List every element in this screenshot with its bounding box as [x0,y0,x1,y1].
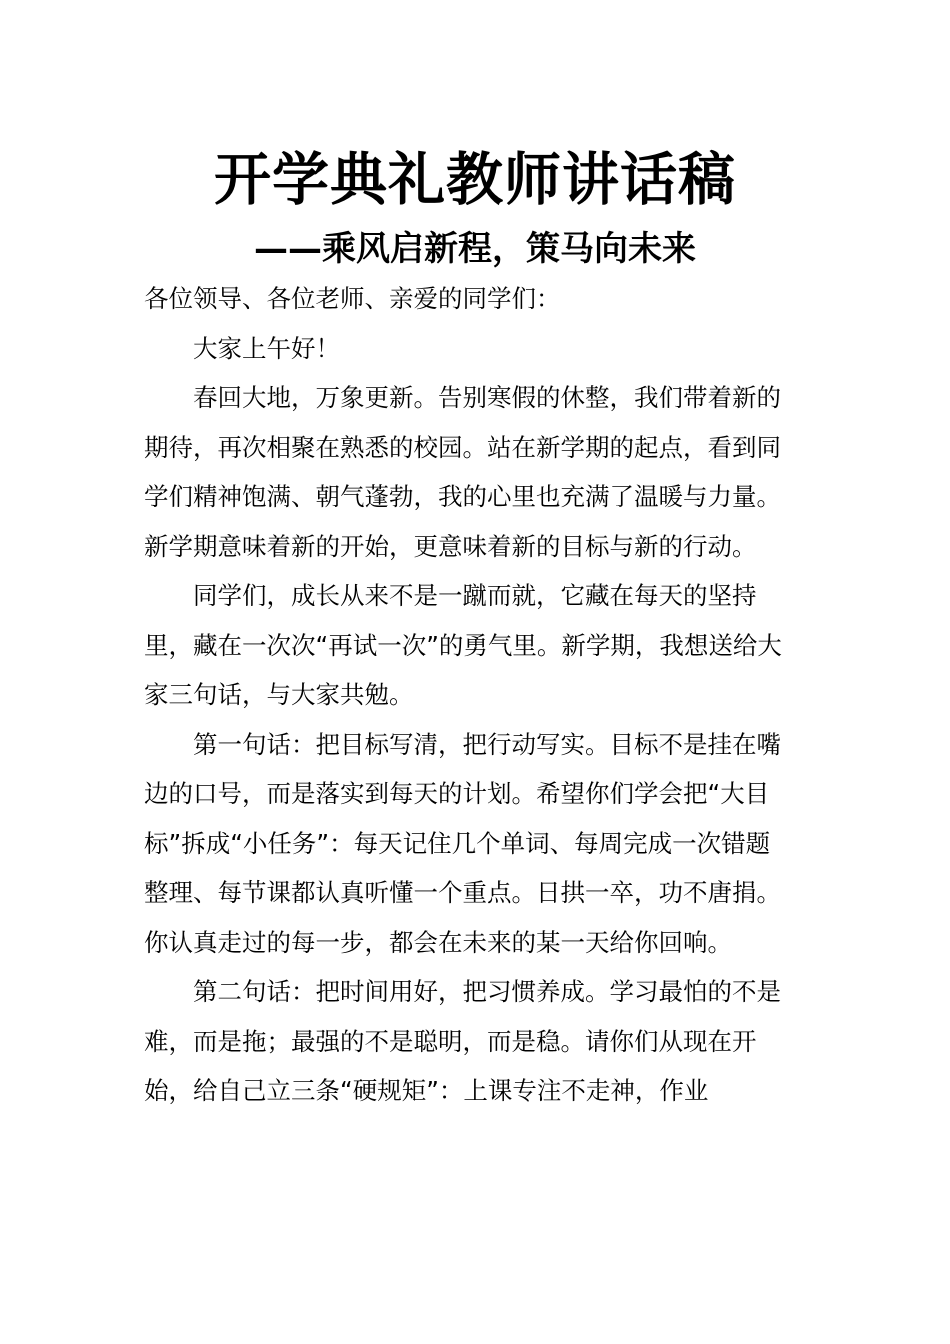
document-title: 开学典礼教师讲话稿 [214,147,736,213]
document-body [144,274,787,1116]
paragraph-opening: 春回大地，万象更新。告别寒假的休整，我们带着新的期待，再次相聚在熟悉的校园。站在新学期的起点，看到同学们精神饱满、朝气蓬勃，我的心里也充满了温暖与力量。新学期意味着新的开始，更意味着新的目标与新的行动。 [144,383,781,561]
paragraph-first-point: 第一句话：把目标写清，把行动写实。目标不是挂在嘴边的口号，而是落实到每天的计划。希望你们学会把“大目标”拆成“小任务”：每天记住几个单词、每周完成一次错题整理、每节课都认真听懂一个重点。日拱一卒，功不唐捐。你认真走过的每一步，都会在未来的某一天给你回响。 [144,729,781,957]
paragraph-second-point: 第二句话：把时间用好，把习惯养成。学习最怕的不是难，而是拖；最强的不是聪明，而是稳。请你们从现在开始，给自己立三条“硬规矩”：上课专注不走神，作业 [144,977,781,1105]
paragraph-greeting: 大家上午好！ [193,333,340,363]
paragraph-introduction: 同学们，成长从来不是一蹴而就，它藏在每天的坚持里，藏在一次次“再试一次”的勇气里。新学期，我想送给大家三句话，与大家共勉。 [144,581,782,709]
document-subtitle: ——乘风启新程，策马向未来 [254,229,696,269]
salutation: 各位领导、各位老师、亲爱的同学们： [144,284,561,313]
